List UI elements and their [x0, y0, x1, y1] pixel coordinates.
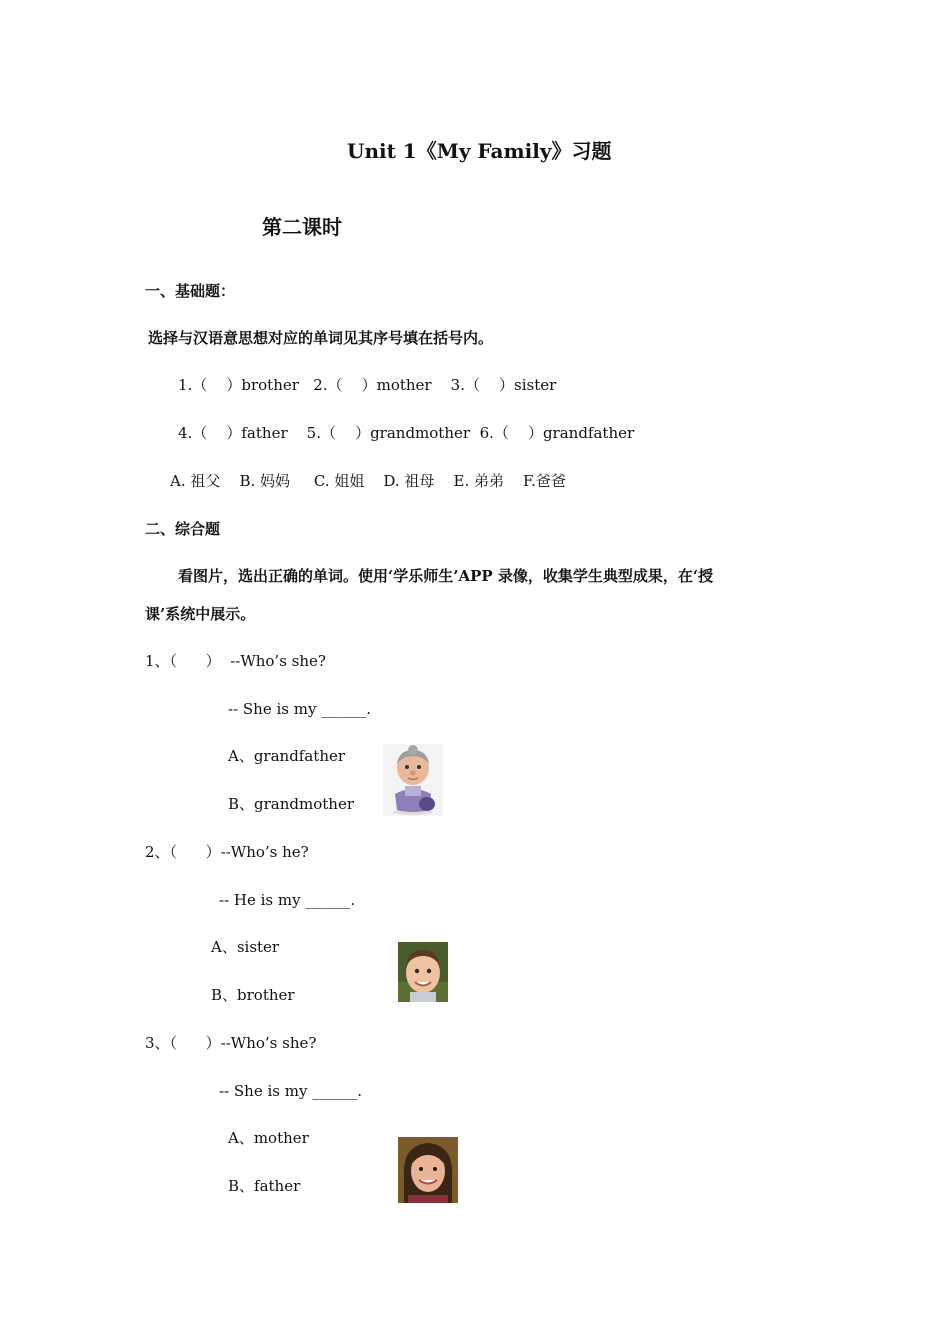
- section1-row1: 1.（ ）brother 2.（ ）mother 3.（ ）sister: [178, 376, 557, 394]
- question-3-answer: -- She is my ______.: [219, 1082, 362, 1100]
- section2-instruction-line2: 课’系统中展示。: [145, 605, 256, 623]
- question-1-answer: -- She is my ______.: [228, 700, 371, 718]
- section1-row2: 4.（ ）father 5.（ ）grandmother 6.（ ）grandfather: [178, 424, 635, 442]
- question-2-stem: 2、（ ）--Who’s he?: [145, 843, 309, 861]
- section2-heading: 二、综合题: [145, 520, 221, 538]
- boy-photo-image: [398, 942, 448, 1002]
- question-3-stem: 3、（ ）--Who’s she?: [145, 1034, 317, 1052]
- section1-options: A. 祖父 B. 妈妈 C. 姐姐 D. 祖母 E. 弟弟 F.爸爸: [170, 472, 566, 490]
- section1-instruction: 选择与汉语意思想对应的单词见其序号填在括号内。: [148, 329, 494, 347]
- page-title: Unit 1《My Family》习题: [347, 139, 612, 163]
- question-3-option-a: A、mother: [228, 1129, 309, 1147]
- question-2-answer: -- He is my ______.: [219, 891, 356, 909]
- section1-heading: 一、基础题：: [145, 282, 236, 300]
- question-3-option-b: B、father: [228, 1177, 301, 1195]
- question-1-option-b: B、grandmother: [228, 795, 354, 813]
- section2-instruction-line1: 看图片，选出正确的单词。使用‘学乐师生’APP 录像，收集学生典型成果，在‘授: [178, 567, 714, 585]
- question-1-option-a: A、grandfather: [228, 747, 346, 765]
- grandmother-cartoon-image: [383, 744, 443, 816]
- question-2-option-b: B、brother: [211, 986, 295, 1004]
- lesson-subtitle: 第二课时: [262, 215, 342, 239]
- question-1-stem: 1、（ ） --Who’s she?: [145, 652, 326, 670]
- woman-photo-image: [398, 1137, 458, 1203]
- question-2-option-a: A、sister: [211, 938, 280, 956]
